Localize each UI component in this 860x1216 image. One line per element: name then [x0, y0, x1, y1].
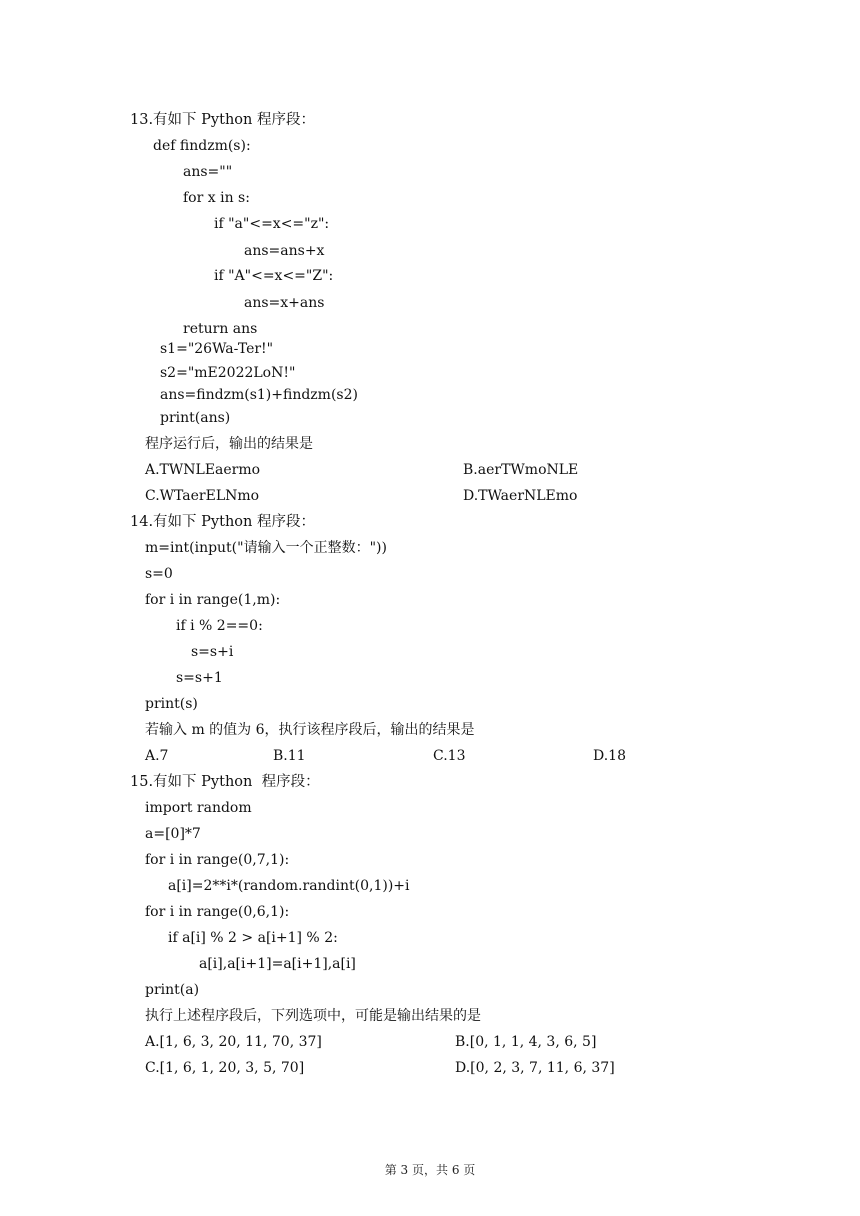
q14-code-line: s=s+i	[191, 644, 234, 660]
q15-option-c: C.[1, 6, 1, 20, 3, 5, 70]	[145, 1060, 305, 1076]
q13-code-line: for x in s:	[183, 190, 250, 206]
q15-option-b: B.[0, 1, 1, 4, 3, 6, 5]	[455, 1034, 597, 1050]
q13-code-line: s2="mE2022LoN!"	[160, 365, 296, 381]
q13-title: 13.有如下 Python 程序段：	[130, 112, 315, 128]
q15-code-line: for i in range(0,7,1):	[145, 852, 290, 868]
q15-prompt: 执行上述程序段后，下列选项中，可能是输出结果的是	[145, 1008, 481, 1024]
page-footer: 第 3 页，共 6 页	[384, 1163, 476, 1177]
q14-code-line: for i in range(1,m):	[145, 592, 281, 608]
q13-option-d: D.TWaerNLEmo	[463, 488, 578, 504]
q14-prompt: 若输入 m 的值为 6，执行该程序段后，输出的结果是	[145, 722, 475, 738]
q15-code-line: for i in range(0,6,1):	[145, 904, 290, 920]
q13-code-line: return ans	[183, 321, 258, 337]
q14-code-line: print(s)	[145, 696, 198, 712]
q15-title: 15.有如下 Python 程序段：	[130, 774, 320, 790]
q13-code-line: print(ans)	[160, 410, 231, 426]
q13-code-line: if "a"<=x<="z":	[214, 216, 330, 232]
q15-code-line: if a[i] % 2 > a[i+1] % 2:	[168, 930, 338, 946]
q13-code-line: def findzm(s):	[153, 138, 251, 154]
q14-option-d: D.18	[593, 748, 626, 764]
q14-option-b: B.11	[273, 748, 306, 764]
q13-option-c: C.WTaerELNmo	[145, 488, 260, 504]
q13-code-line: ans=""	[183, 164, 233, 180]
q14-code-line: s=0	[145, 566, 173, 582]
q13-code-line: ans=x+ans	[244, 295, 325, 311]
q14-title: 14.有如下 Python 程序段：	[130, 514, 315, 530]
q13-code-line: ans=ans+x	[244, 243, 325, 259]
q15-option-d: D.[0, 2, 3, 7, 11, 6, 37]	[455, 1060, 615, 1076]
q15-code-line: a[i],a[i+1]=a[i+1],a[i]	[199, 956, 356, 972]
q13-option-b: B.aerTWmoNLE	[463, 462, 579, 478]
q13-code-line: if "A"<=x<="Z":	[214, 268, 334, 284]
q14-code-line: if i % 2==0:	[176, 618, 263, 634]
q13-option-a: A.TWNLEaermo	[145, 462, 261, 478]
q14-code-line: m=int(input("请输入一个正整数："))	[145, 540, 387, 556]
q15-code-line: a[i]=2**i*(random.randint(0,1))+i	[168, 878, 410, 894]
q14-option-a: A.7	[145, 748, 169, 764]
q13-code-line: s1="26Wa-Ter!"	[160, 341, 274, 357]
q13-prompt: 程序运行后，输出的结果是	[145, 436, 313, 452]
q15-code-line: import random	[145, 800, 252, 816]
q15-code-line: a=[0]*7	[145, 826, 201, 842]
q13-code-line: ans=findzm(s1)+findzm(s2)	[160, 387, 358, 403]
q14-option-c: C.13	[433, 748, 466, 764]
q14-code-line: s=s+1	[176, 670, 223, 686]
q15-option-a: A.[1, 6, 3, 20, 11, 70, 37]	[145, 1034, 322, 1050]
q15-code-line: print(a)	[145, 982, 200, 998]
